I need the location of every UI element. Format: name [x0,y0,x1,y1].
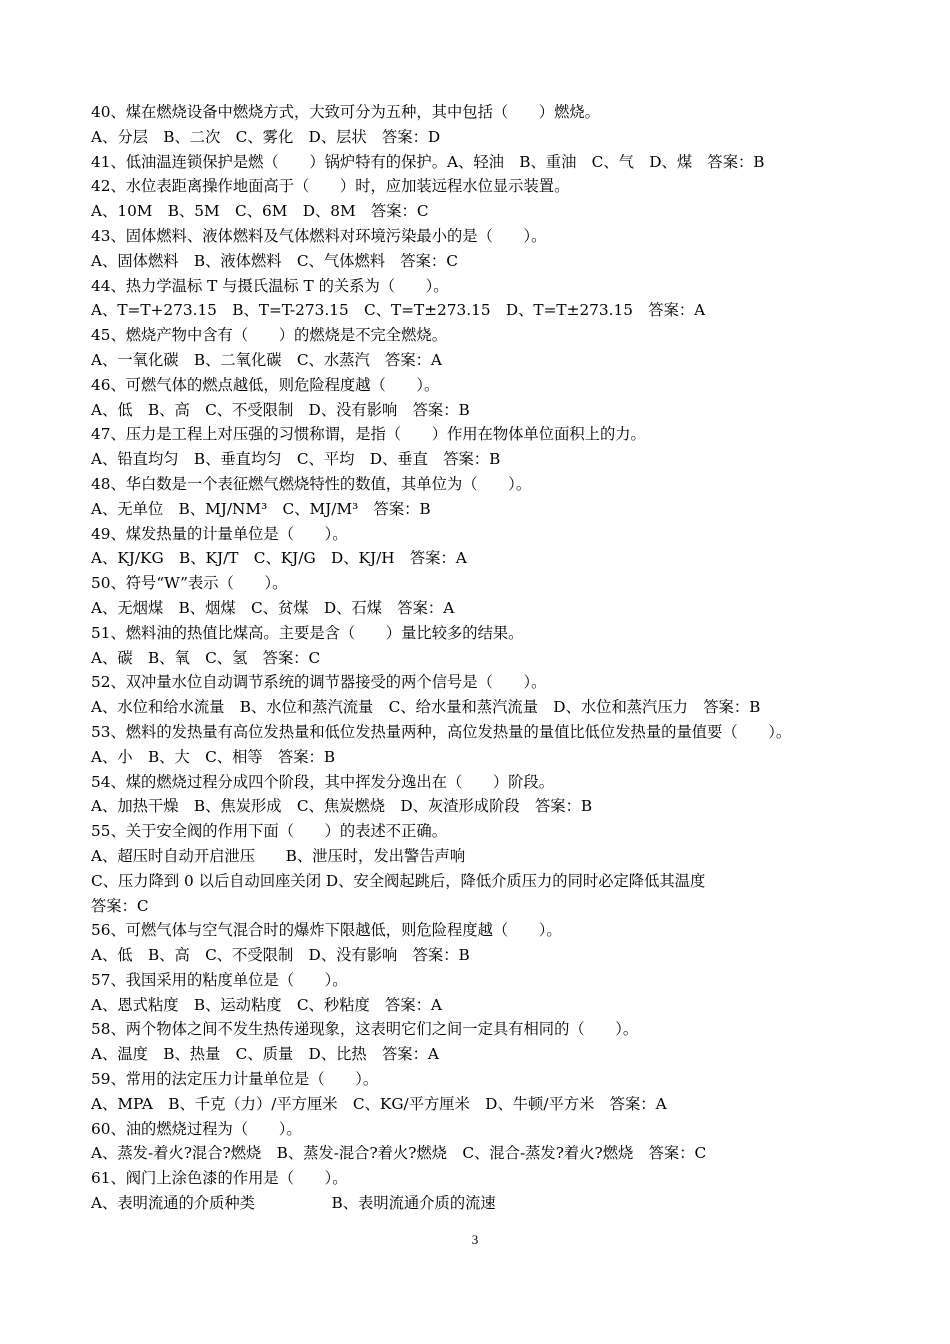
question-60: 60、油的燃烧过程为（ ）。 [91,1119,302,1138]
answer-options-59: A、MPA B、千克（力）/平方厘米 C、KG/平方厘米 D、牛顿/平方米 答案：A [91,1094,667,1113]
page-number: 3 [471,1232,479,1247]
question-49: 49、煤发热量的计量单位是（ ）。 [91,524,348,543]
question-47: 47、压力是工程上对压强的习惯称谓，是指（ ）作用在物体单位面积上的力。 [91,425,646,444]
answer-options-44: A、T=T+273.15 B、T=T-273.15 C、T=T±273.15 D、T=T±273.15 答案：A [91,301,706,320]
question-41: 41、低油温连锁保护是燃（ ）锅炉特有的保护。A、轻油 B、重油 C、气 D、煤 答案：B [91,152,765,171]
question-52: 52、双冲量水位自动调节系统的调节器接受的两个信号是（ ）。 [91,673,547,692]
answer-options-58: A、温度 B、热量 C、质量 D、比热 答案：A [91,1045,439,1064]
answer-options-43: A、固体燃料 B、液体燃料 C、气体燃料 答案：C [91,251,458,270]
question-51: 51、燃料油的热值比煤高。主要是含（ ）量比较多的结果。 [91,623,524,642]
answer-options-49: A、KJ/KG B、KJ/T C、KJ/G D、KJ/H 答案：A [91,549,467,568]
answer-options-55-cd: C、压力降到 0 以后自动回座关闭 D、安全阀起跳后，降低介质压力的同时必定降低其温度 [91,871,706,890]
answer-options-54: A、加热干燥 B、焦炭形成 C、焦炭燃烧 D、灰渣形成阶段 答案：B [91,797,593,816]
question-40: 40、煤在燃烧设备中燃烧方式，大致可分为五种，其中包括（ ）燃烧。 [91,103,600,121]
question-50: 50、符号“W”表示（ ）。 [91,574,288,593]
answer-options-50: A、无烟煤 B、烟煤 C、贫煤 D、石煤 答案：A [91,598,455,617]
answer-options-52: A、水位和给水流量 B、水位和蒸汽流量 C、给水量和蒸汽流量 D、水位和蒸汽压力 答案：B [91,698,761,717]
question-54: 54、煤的燃烧过程分成四个阶段，其中挥发分逸出在（ ）阶段。 [91,772,555,791]
answer-options-55-ab: A、超压时自动开启泄压 B、泄压时，发出警告声响 [91,846,466,865]
answer-options-53: A、小 B、大 C、相等 答案：B [91,747,336,766]
question-48: 48、华白数是一个表征燃气燃烧特性的数值，其单位为（ ）。 [91,474,532,493]
answer-options-42: A、10M B、5M C、6M D、8M 答案：C [91,202,429,221]
question-list [91,100,931,1216]
answer-options-46: A、低 B、高 C、不受限制 D、没有影响 答案：B [91,400,470,419]
question-56: 56、可燃气体与空气混合时的爆炸下限越低，则危险程度越（ ）。 [91,921,562,940]
answer-options-47: A、铅直均匀 B、垂直均匀 C、平均 D、垂直 答案：B [91,450,501,469]
answer-options-51: A、碳 B、氧 C、氢 答案：C [91,648,321,667]
question-55: 55、关于安全阀的作用下面（ ）的表述不正确。 [91,822,447,841]
question-58: 58、两个物体之间不发生热传递现象，这表明它们之间一定具有相同的（ ）。 [91,1020,639,1039]
question-61: 61、阀门上涂色漆的作用是（ ）。 [91,1169,348,1188]
question-57: 57、我国采用的粘度单位是（ ）。 [91,970,348,989]
answer-options-61: A、表明流通的介质种类 B、表明流通介质的流速 [91,1194,496,1213]
question-44: 44、热力学温标 T 与摄氏温标 T 的关系为（ ）。 [91,276,449,295]
question-45: 45、燃烧产物中含有（ ）的燃烧是不完全燃烧。 [91,326,447,345]
question-53: 53、燃料的发热量有高位发热量和低位发热量两种，高位发热量的量值比低位发热量的量值要（ ）。 [91,722,792,741]
question-42: 42、水位表距离操作地面高于（ ）时，应加装远程水位显示装置。 [91,177,570,196]
answer-options-45: A、一氧化碳 B、二氧化碳 C、水蒸汽 答案：A [91,350,442,369]
question-43: 43、固体燃料、液体燃料及气体燃料对环境污染最小的是（ ）。 [91,226,547,245]
question-59: 59、常用的法定压力计量单位是（ ）。 [91,1070,379,1089]
question-46: 46、可燃气体的燃点越低，则危险程度越（ ）。 [91,375,440,394]
answer-options-40: A、分层 B、二次 C、雾化 D、层状 答案：D [91,127,441,146]
answer-55: 答案：C [91,896,149,915]
answer-options-48: A、无单位 B、MJ/NM³ C、MJ/M³ 答案：B [91,499,431,518]
answer-options-60: A、蒸发-着火?混合?燃烧 B、蒸发-混合?着火?燃烧 C、混合-蒸发?着火?燃烧 答案：C [91,1144,707,1163]
answer-options-57: A、恩式粘度 B、运动粘度 C、秒粘度 答案：A [91,995,442,1014]
answer-options-56: A、低 B、高 C、不受限制 D、没有影响 答案：B [91,946,470,965]
